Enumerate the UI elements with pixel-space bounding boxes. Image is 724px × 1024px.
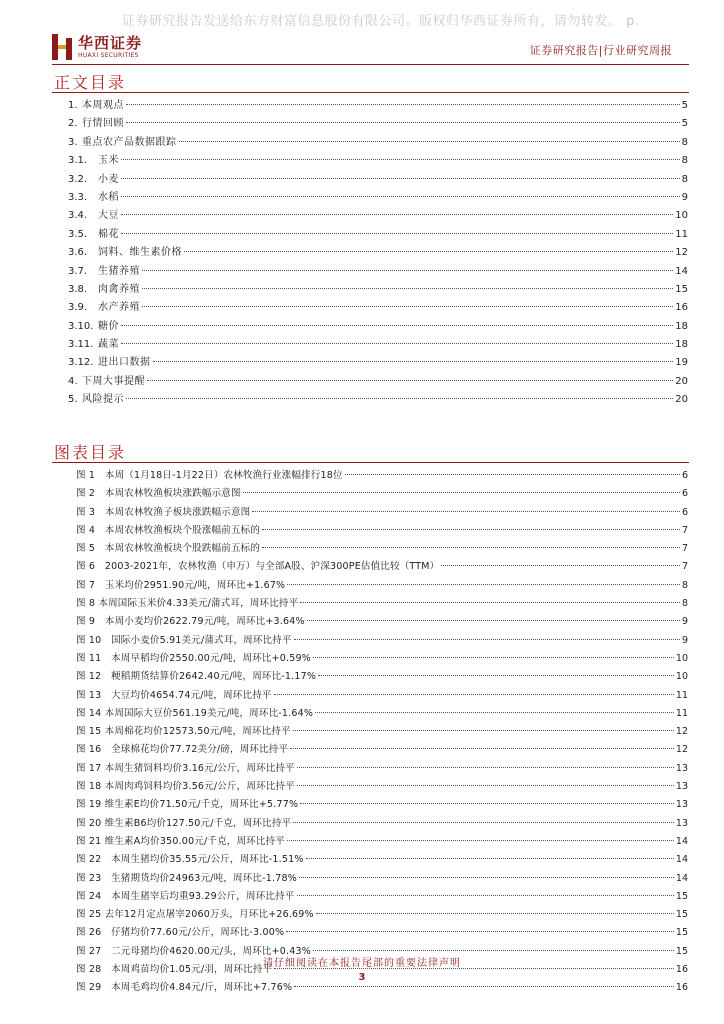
dot-leader xyxy=(126,122,680,123)
entry-number: 3.6. xyxy=(68,247,88,259)
entry-label: 图 5 本周农林牧渔板块个股跌幅前五标的 xyxy=(76,543,261,555)
header-divider xyxy=(52,64,689,65)
entry-page-number: 16 xyxy=(675,964,688,976)
contents-entry[interactable] xyxy=(68,133,688,151)
entry-label: 玉米 xyxy=(98,155,119,167)
figure-entry[interactable] xyxy=(76,796,688,814)
dot-leader xyxy=(316,913,674,914)
dot-leader xyxy=(300,602,680,603)
figure-entry[interactable] xyxy=(76,888,688,906)
figures-title: 图表目录 xyxy=(54,443,127,462)
entry-label: 蔬菜 xyxy=(98,339,119,351)
contents-list xyxy=(68,96,688,409)
entry-page-number: 5 xyxy=(681,100,688,111)
logo-chinese-name: 华西证券 xyxy=(78,34,143,52)
dot-leader xyxy=(297,895,674,896)
entry-page-number: 6 xyxy=(681,488,688,500)
dot-leader xyxy=(294,986,674,987)
dot-leader xyxy=(293,730,674,731)
figure-entry[interactable] xyxy=(76,906,688,924)
contents-entry[interactable] xyxy=(68,317,688,335)
dot-leader xyxy=(315,712,674,713)
watermark-text: 证券研究报告发送给东方财富信息股份有限公司。版权归华西证券所有，请勿转发。 p. xyxy=(122,14,640,29)
entry-label: 图 6 2003-2021年，农林牧渔（申万）与全部A股、沪深300PE估值比较（TTM） xyxy=(76,561,440,573)
contents-entry[interactable] xyxy=(68,206,688,224)
figure-entry[interactable] xyxy=(76,723,688,741)
dot-leader xyxy=(441,565,680,566)
entry-page-number: 15 xyxy=(675,283,688,295)
figure-entry[interactable] xyxy=(76,870,688,888)
entry-page-number: 9 xyxy=(681,191,688,203)
entry-page-number: 9 xyxy=(681,634,688,646)
entry-label: 棉花 xyxy=(98,228,119,240)
legal-notice: 请仔细阅读在本报告尾部的重要法律声明 xyxy=(263,958,461,969)
dot-leader xyxy=(290,748,674,749)
entry-page-number: 14 xyxy=(675,265,688,277)
entry-label: 图 24 本周生猪宰后均重93.29公斤，周环比持平 xyxy=(76,890,295,902)
entry-page-number: 13 xyxy=(675,762,688,774)
entry-number: 5. xyxy=(68,394,78,406)
dot-leader xyxy=(299,877,674,878)
contents-entry[interactable] xyxy=(68,298,688,316)
entry-page-number: 13 xyxy=(675,817,688,829)
contents-entry[interactable] xyxy=(68,372,688,390)
dot-leader xyxy=(286,931,674,932)
dot-leader xyxy=(121,196,680,197)
entry-label: 图 12 粳稻期货结算价2642.40元/吨，周环比-1.17% xyxy=(76,671,317,683)
entry-label: 生猪养殖 xyxy=(98,265,140,277)
dot-leader xyxy=(179,141,680,142)
figure-entry[interactable] xyxy=(76,851,688,869)
contents-entry[interactable] xyxy=(68,170,688,188)
dot-leader xyxy=(293,822,674,823)
entry-page-number: 11 xyxy=(675,228,688,240)
entry-number: 3.7. xyxy=(68,265,88,277)
figure-entry[interactable] xyxy=(76,577,688,595)
entry-page-number: 8 xyxy=(681,579,688,591)
dot-leader xyxy=(184,251,673,252)
entry-page-number: 13 xyxy=(675,799,688,811)
figure-entry[interactable] xyxy=(76,504,688,522)
entry-page-number: 6 xyxy=(681,470,688,481)
dot-leader xyxy=(262,547,680,548)
dot-leader xyxy=(142,270,673,271)
entry-page-number: 15 xyxy=(675,890,688,902)
dot-leader xyxy=(121,343,673,344)
entry-label: 本周观点 xyxy=(82,100,124,111)
entry-label: 图 22 本周生猪均价35.55元/公斤，周环比-1.51% xyxy=(76,854,304,866)
figure-entry[interactable] xyxy=(76,522,688,540)
dot-leader xyxy=(318,675,674,676)
entry-label: 水产养殖 xyxy=(98,302,140,314)
entry-label: 图 21 维生素A均价350.00元/千克，周环比持平 xyxy=(76,835,285,847)
entry-number: 3.1. xyxy=(68,155,88,167)
entry-label: 图 10 国际小麦价5.91美元/蒲式耳，周环比持平 xyxy=(76,634,292,646)
figure-entry[interactable] xyxy=(76,558,688,576)
entry-label: 下周大事提醒 xyxy=(82,375,145,387)
logo-mark-icon xyxy=(52,34,72,60)
entry-label: 图 1 本周（1月18日-1月22日）农林牧渔行业涨幅排行18位 xyxy=(76,470,343,481)
entry-number: 3.9. xyxy=(68,302,88,314)
figures-title-rule xyxy=(52,462,689,463)
entry-page-number: 7 xyxy=(681,561,688,573)
figure-entry[interactable] xyxy=(76,540,688,558)
entry-page-number: 14 xyxy=(675,854,688,866)
entry-label: 图 11 本周早稻均价2550.00元/吨，周环比+0.59% xyxy=(76,652,311,664)
dot-leader xyxy=(121,178,680,179)
contents-entry[interactable] xyxy=(68,225,688,243)
entry-page-number: 13 xyxy=(675,781,688,793)
entry-page-number: 14 xyxy=(675,835,688,847)
entry-number: 4. xyxy=(68,375,78,387)
figure-entry[interactable] xyxy=(76,778,688,796)
dot-leader xyxy=(153,361,674,362)
entry-page-number: 10 xyxy=(675,652,688,664)
contents-entry[interactable] xyxy=(68,390,688,408)
entry-label: 图 16 全球棉花均价77.72美分/磅，周环比持平 xyxy=(76,744,289,756)
entry-label: 图 3 本周农林牧渔子板块涨跌幅示意图 xyxy=(76,506,251,518)
entry-page-number: 12 xyxy=(675,726,688,738)
dot-leader xyxy=(121,325,673,326)
figures-list xyxy=(76,467,688,998)
entry-label: 水稻 xyxy=(98,191,119,203)
entry-label: 图 15 本周棉花均价12573.50元/吨，周环比持平 xyxy=(76,726,291,738)
entry-label: 风险提示 xyxy=(82,394,124,406)
entry-label: 图 27 二元母猪均价4620.00元/头，周环比+0.43% xyxy=(76,945,311,957)
dot-leader xyxy=(243,492,680,493)
logo-english-name: HUAXI SECURITIES xyxy=(78,52,139,59)
entry-page-number: 6 xyxy=(681,506,688,518)
entry-page-number: 18 xyxy=(675,339,688,351)
entry-label: 图 2 本周农林牧渔板块涨跌幅示意图 xyxy=(76,488,241,500)
entry-number: 3.3. xyxy=(68,191,88,203)
dot-leader xyxy=(121,214,673,215)
entry-label: 图 29 本周毛鸡均价4.84元/斤，周环比+7.76% xyxy=(76,982,293,994)
entry-page-number: 16 xyxy=(675,302,688,314)
dot-leader xyxy=(147,380,673,381)
contents-entry[interactable] xyxy=(68,243,688,261)
entry-page-number: 12 xyxy=(675,247,688,259)
contents-entry[interactable] xyxy=(68,151,688,169)
entry-page-number: 19 xyxy=(675,357,688,369)
entry-number: 2. xyxy=(68,118,78,130)
entry-page-number: 15 xyxy=(675,945,688,957)
entry-page-number: 16 xyxy=(675,982,688,994)
figure-entry[interactable] xyxy=(76,741,688,759)
company-logo xyxy=(52,34,142,60)
entry-page-number: 7 xyxy=(681,524,688,536)
dot-leader xyxy=(297,785,674,786)
figure-entry[interactable] xyxy=(76,485,688,503)
page-number: 3 xyxy=(358,972,366,983)
entry-page-number: 11 xyxy=(675,689,688,701)
entry-number: 3.11. xyxy=(68,339,94,351)
dot-leader xyxy=(252,511,680,512)
contents-entry[interactable] xyxy=(68,353,688,371)
figure-entry[interactable] xyxy=(76,467,688,485)
figure-entry[interactable] xyxy=(76,687,688,705)
dot-leader xyxy=(287,840,674,841)
entry-label: 图 8 本周国际玉米价4.33美元/蒲式耳，周环比持平 xyxy=(76,598,299,610)
entry-label: 小麦 xyxy=(98,173,119,185)
dot-leader xyxy=(345,474,680,475)
entry-number: 3.2. xyxy=(68,173,88,185)
entry-label: 图 18 本周肉鸡饲料均价3.56元/公斤，周环比持平 xyxy=(76,781,295,793)
entry-label: 图 7 玉米均价2951.90元/吨，周环比+1.67% xyxy=(76,579,286,591)
entry-page-number: 8 xyxy=(681,173,688,185)
figure-entry[interactable] xyxy=(76,595,688,613)
dot-leader xyxy=(142,288,673,289)
entry-number: 3.8. xyxy=(68,283,88,295)
figure-entry[interactable] xyxy=(76,650,688,668)
entry-page-number: 10 xyxy=(675,210,688,222)
entry-label: 图 25 去年12月定点屠宰2060万头，月环比+26.69% xyxy=(76,909,314,921)
entry-page-number: 8 xyxy=(681,598,688,610)
entry-page-number: 15 xyxy=(675,927,688,939)
entry-page-number: 18 xyxy=(675,320,688,332)
entry-label: 图 17 本周生猪饲料均价3.16元/公斤，周环比持平 xyxy=(76,762,295,774)
entry-label: 图 9 本周小麦均价2622.79元/吨，周环比+3.64% xyxy=(76,616,305,628)
contents-entry[interactable] xyxy=(68,335,688,353)
entry-label: 图 20 维生素B6均价127.50元/千克，周环比持平 xyxy=(76,817,292,829)
entry-page-number: 11 xyxy=(675,707,688,719)
entry-label: 肉禽养殖 xyxy=(98,283,140,295)
figure-entry[interactable] xyxy=(76,632,688,650)
entry-page-number: 7 xyxy=(681,543,688,555)
entry-label: 图 26 仔猪均价77.60元/公斤，周环比-3.00% xyxy=(76,927,285,939)
entry-page-number: 10 xyxy=(675,671,688,683)
dot-leader xyxy=(313,950,674,951)
contents-title: 正文目录 xyxy=(54,73,127,92)
entry-page-number: 9 xyxy=(681,616,688,628)
figure-entry[interactable] xyxy=(76,613,688,631)
figure-entry[interactable] xyxy=(76,668,688,686)
entry-label: 图 19 维生素E均价71.50元/千克，周环比+5.77% xyxy=(76,799,299,811)
entry-page-number: 15 xyxy=(675,909,688,921)
entry-number: 3.5. xyxy=(68,228,88,240)
contents-title-rule xyxy=(52,92,689,93)
entry-number: 3. xyxy=(68,136,78,148)
entry-label: 糖价 xyxy=(98,320,119,332)
entry-label: 进出口数据 xyxy=(98,357,151,369)
dot-leader xyxy=(307,620,680,621)
dot-leader xyxy=(274,694,674,695)
entry-label: 大豆 xyxy=(98,210,119,222)
figure-entry[interactable] xyxy=(76,760,688,778)
entry-page-number: 14 xyxy=(675,872,688,884)
dot-leader xyxy=(287,584,680,585)
entry-page-number: 8 xyxy=(681,155,688,167)
entry-label: 图 4 本周农林牧渔板块个股涨幅前五标的 xyxy=(76,524,261,536)
dot-leader xyxy=(262,529,680,530)
entry-label: 图 23 生猪期货均价24963元/吨，周环比-1.78% xyxy=(76,872,297,884)
entry-label: 图 14 本周国际大豆价561.19美元/吨，周环比-1.64% xyxy=(76,707,314,719)
figure-entry[interactable] xyxy=(76,924,688,942)
entry-number: 1. xyxy=(68,100,78,111)
figure-entry[interactable] xyxy=(76,833,688,851)
report-type-label: 证券研究报告|行业研究周报 xyxy=(529,44,672,57)
entry-page-number: 12 xyxy=(675,744,688,756)
entry-number: 3.12. xyxy=(68,357,94,369)
contents-entry[interactable] xyxy=(68,188,688,206)
figure-entry[interactable] xyxy=(76,815,688,833)
dot-leader xyxy=(306,858,674,859)
dot-leader xyxy=(313,657,674,658)
contents-entry[interactable] xyxy=(68,96,688,114)
entry-page-number: 20 xyxy=(675,375,688,387)
entry-label: 重点农产品数据跟踪 xyxy=(82,136,177,148)
entry-label: 图 28 本周鸡苗均价1.05元/羽，周环比持平 xyxy=(76,964,273,976)
entry-label: 饲料、维生素价格 xyxy=(98,247,182,259)
entry-number: 3.10. xyxy=(68,320,94,332)
dot-leader xyxy=(121,159,680,160)
contents-entry[interactable] xyxy=(68,262,688,280)
entry-label: 行情回顾 xyxy=(82,118,124,130)
contents-entry[interactable] xyxy=(68,280,688,298)
dot-leader xyxy=(294,639,680,640)
dot-leader xyxy=(297,767,674,768)
dot-leader xyxy=(126,398,673,399)
contents-entry[interactable] xyxy=(68,114,688,132)
entry-page-number: 8 xyxy=(681,136,688,148)
dot-leader xyxy=(121,233,673,234)
entry-page-number: 5 xyxy=(681,118,688,130)
dot-leader xyxy=(126,104,680,105)
dot-leader xyxy=(300,803,674,804)
dot-leader xyxy=(142,306,673,307)
entry-page-number: 20 xyxy=(675,394,688,406)
entry-number: 3.4. xyxy=(68,210,88,222)
entry-label: 图 13 大豆均价4654.74元/吨，周环比持平 xyxy=(76,689,272,701)
figure-entry[interactable] xyxy=(76,705,688,723)
